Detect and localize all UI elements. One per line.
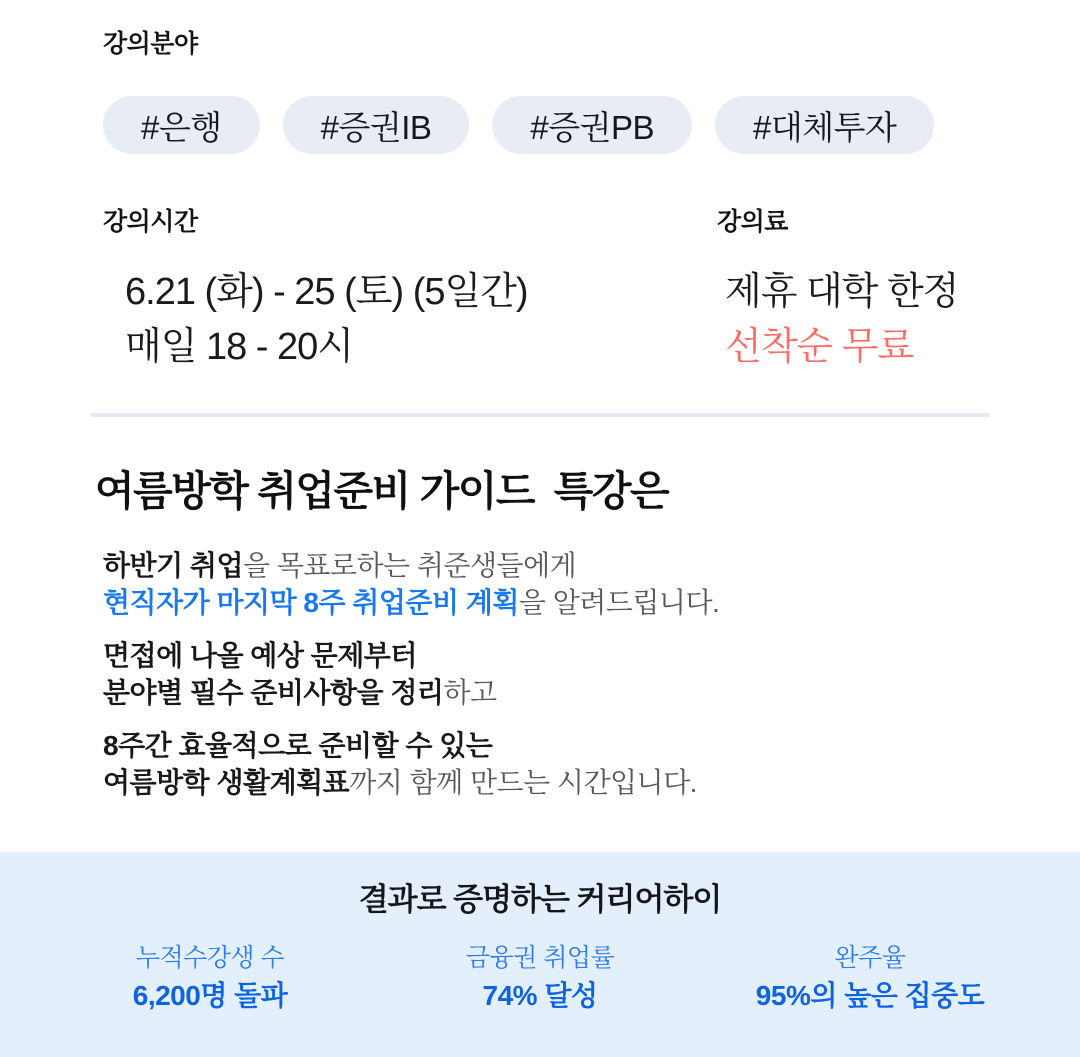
about-paragraph-2 xyxy=(103,637,1020,711)
schedule-label: 강의시간 xyxy=(103,208,198,236)
schedule-hours: 매일 18 - 20시 xyxy=(125,326,353,368)
p1-normal-text-1: 을 목표로하는 취준생들에게 xyxy=(243,550,577,581)
stat-employment-rate-label: 금융권 취업률 xyxy=(465,944,615,972)
stats-row xyxy=(0,944,1080,1012)
fee-text xyxy=(717,265,958,375)
p1-bold-text: 하반기 취업 xyxy=(103,550,244,581)
schedule-fee-row xyxy=(103,208,1080,375)
field-label: 강의분야 xyxy=(103,30,198,58)
p2-bold-text-2: 분야별 필수 준비사항을 정리 xyxy=(103,677,444,708)
p2-normal-text: 하고 xyxy=(443,677,497,708)
tag-bank: #은행 xyxy=(103,96,260,154)
fee-condition: 제휴 대학 한정 xyxy=(725,271,959,313)
stat-completion-rate-label: 완주율 xyxy=(834,944,906,972)
fee-column xyxy=(717,208,958,375)
about-paragraph-1 xyxy=(103,547,1020,621)
tag-list xyxy=(103,96,1080,154)
stat-students xyxy=(45,944,375,1012)
p3-normal-text: 까지 함께 만드는 시간입니다. xyxy=(349,767,697,798)
p3-bold-text-2: 여름방학 생활계획표 xyxy=(103,767,350,798)
results-section xyxy=(0,852,1080,1057)
schedule-text xyxy=(103,265,717,375)
stat-completion-rate-value: 95%의 높은 집중도 xyxy=(755,980,985,1011)
stat-students-label: 누적수강생 수 xyxy=(135,944,285,972)
results-heading: 결과로 증명하는 커리어하이 xyxy=(358,882,722,917)
tag-securities-pb: #증권PB xyxy=(492,96,692,154)
schedule-dates: 6.21 (화) - 25 (토) (5일간) xyxy=(125,271,528,313)
about-body xyxy=(95,547,1020,801)
stat-completion-rate xyxy=(705,944,1035,1012)
stat-students-value: 6,200명 돌파 xyxy=(132,980,288,1011)
tag-securities-ib: #증권IB xyxy=(283,96,470,154)
about-heading: 여름방학 취업준비 가이드 특강은 xyxy=(95,468,669,514)
p3-bold-text-1: 8주간 효율적으로 준비할 수 있는 xyxy=(103,730,493,761)
about-section xyxy=(0,417,1080,801)
schedule-column xyxy=(103,208,717,375)
p1-blue-text: 현직자가 마지막 8주 취업준비 계획 xyxy=(103,587,519,618)
fee-free-highlight: 선착순 무료 xyxy=(725,326,914,368)
stat-employment-rate-value: 74% 달성 xyxy=(482,980,598,1011)
tag-alternative-investment: #대체투자 xyxy=(715,96,934,154)
fee-label: 강의료 xyxy=(717,208,788,236)
p2-bold-text-1: 면접에 나올 예상 문제부터 xyxy=(103,640,417,671)
stat-employment-rate xyxy=(375,944,705,1012)
p1-normal-text-2: 을 알려드립니다. xyxy=(518,587,720,618)
about-paragraph-3 xyxy=(103,727,1020,801)
course-info-section xyxy=(0,0,1080,375)
